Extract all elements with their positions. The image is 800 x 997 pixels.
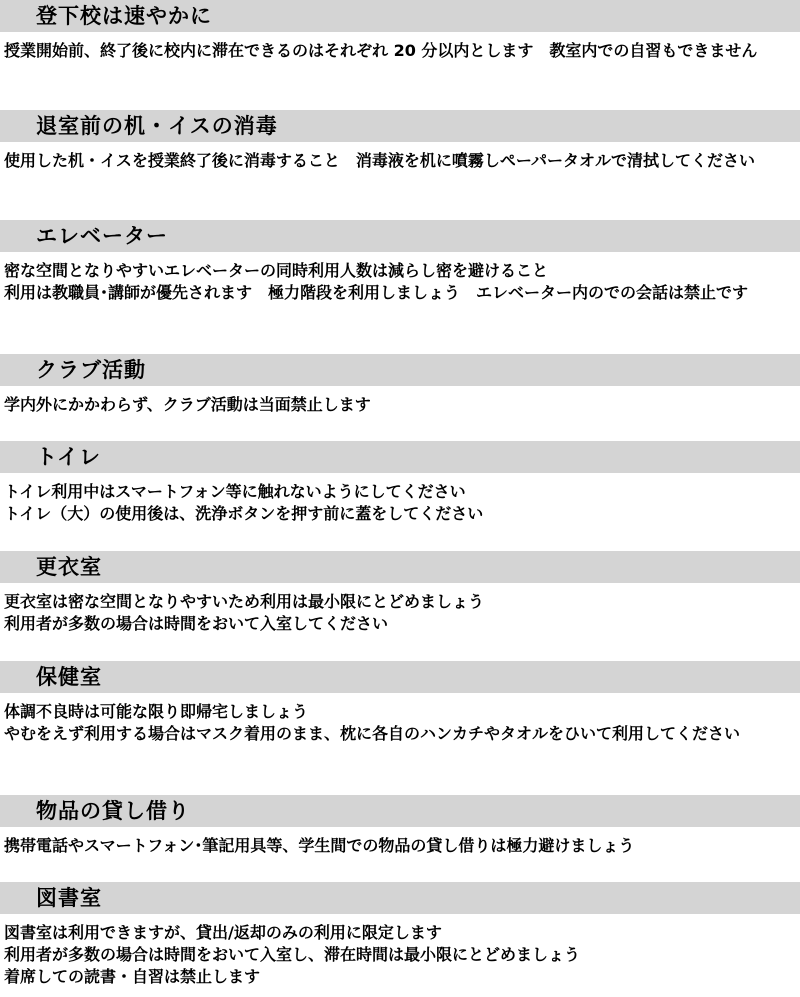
body-line: やむをえず利用する場合はマスク着用のまま、枕に各自のハンカチやタオルをひいて利用してください xyxy=(4,724,741,743)
section-body xyxy=(4,260,794,304)
body-line: トイレ（大）の使用後は、洗浄ボタンを押す前に蓋をしてください xyxy=(4,504,484,523)
body-line: 学内外にかかわらず、クラブ活動は当面禁止します xyxy=(4,395,371,414)
body-line: 利用は教職員･講師が優先されます 極力階段を利用しましょう エレベーター内のでの会話は禁止です xyxy=(4,283,749,302)
body-line: 図書室は利用できますが、貸出/返却のみの利用に限定します xyxy=(4,923,442,942)
section-heading-bar xyxy=(0,110,800,142)
body-line: 体調不良時は可能な限り即帰宅しましょう xyxy=(4,702,309,721)
section-body xyxy=(4,481,794,525)
section-heading-bar xyxy=(0,441,800,473)
section-title: クラブ活動 xyxy=(36,358,146,382)
section-title: 登下校は速やかに xyxy=(36,4,212,28)
section-heading-bar xyxy=(0,661,800,693)
body-line: 更衣室は密な空間となりやすいため利用は最小限にとどめましょう xyxy=(4,592,485,611)
section-title: 更衣室 xyxy=(36,555,102,579)
section-heading-bar xyxy=(0,220,800,252)
section-title: トイレ xyxy=(36,445,101,469)
section-body xyxy=(4,40,794,62)
body-line: 利用者が多数の場合は時間をおいて入室し、滞在時間は最小限にとどめましょう xyxy=(4,945,581,964)
section-locker-room xyxy=(0,551,800,635)
section-elevator xyxy=(0,220,800,304)
section-body xyxy=(4,591,794,635)
section-title: 退室前の机・イスの消毒 xyxy=(36,114,278,138)
section-body xyxy=(4,835,794,857)
section-heading-bar xyxy=(0,882,800,914)
section-heading-bar xyxy=(0,0,800,32)
section-body xyxy=(4,394,794,416)
section-title: 図書室 xyxy=(36,886,102,910)
section-heading-bar xyxy=(0,551,800,583)
section-club-activity xyxy=(0,354,800,416)
body-line: 着席しての読書・自習は禁止します xyxy=(4,967,261,986)
body-line: 密な空間となりやすいエレベーターの同時利用人数は減らし密を避けること xyxy=(4,261,549,280)
section-infirmary xyxy=(0,661,800,745)
section-body xyxy=(4,922,794,988)
body-line: 携帯電話やスマートフォン･筆記用具等、学生間での物品の貸し借りは極力避けましょう xyxy=(4,836,635,855)
section-commute xyxy=(0,0,800,62)
section-title: 保健室 xyxy=(36,665,102,689)
section-heading-bar xyxy=(0,354,800,386)
body-line: トイレ利用中はスマートフォン等に触れないようにしてください xyxy=(4,482,466,501)
section-desk-disinfection xyxy=(0,110,800,172)
section-library xyxy=(0,882,800,988)
section-heading-bar xyxy=(0,795,800,827)
section-item-lending xyxy=(0,795,800,857)
body-line: 授業開始前、終了後に校内に滞在できるのはそれぞれ 20 分以内とします 教室内での自習もできません xyxy=(4,41,758,60)
body-line: 利用者が多数の場合は時間をおいて入室してください xyxy=(4,614,389,633)
section-body xyxy=(4,701,794,745)
body-line: 使用した机・イスを授業終了後に消毒すること 消毒液を机に噴霧しペーパータオルで清拭してください xyxy=(4,151,756,170)
section-restroom xyxy=(0,441,800,525)
section-title: エレベーター xyxy=(36,224,168,248)
section-title: 物品の貸し借り xyxy=(36,799,190,823)
section-body xyxy=(4,150,794,172)
